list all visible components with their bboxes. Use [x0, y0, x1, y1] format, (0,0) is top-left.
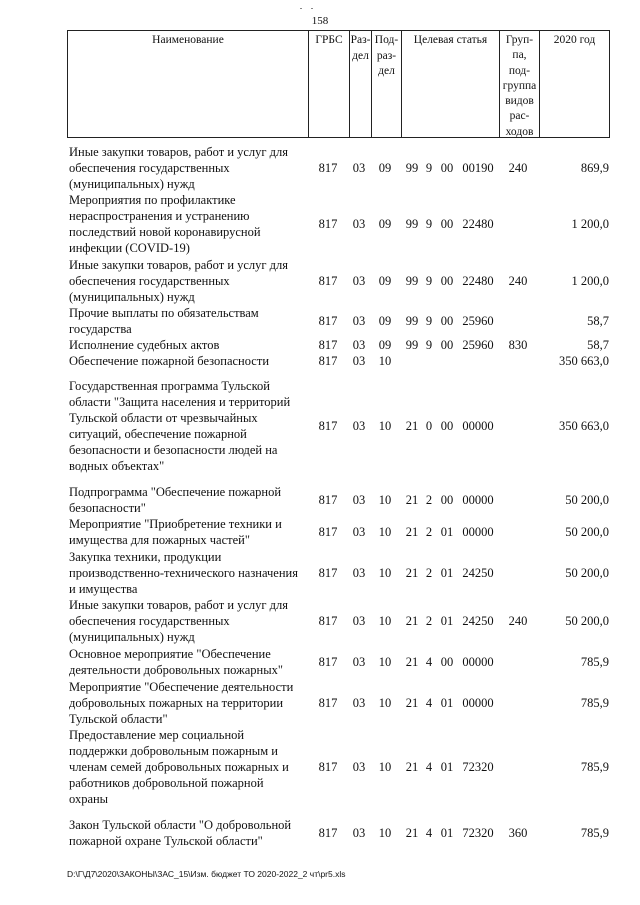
- row-name: Прочие выплаты по обязательствам государства: [69, 306, 259, 336]
- target-program: 21: [405, 525, 419, 539]
- table-row: [0, 484, 640, 516]
- podrazdel-code: 09: [378, 161, 392, 175]
- row-name: Иные закупки товаров, работ и услуг для обеспечения государственных (муниципальных) нужд: [69, 598, 289, 644]
- header-name: Наименование: [152, 34, 224, 46]
- row-name: Закупка техники, продукции производственно-технического назначения и имущества: [69, 550, 298, 596]
- target-direction: 72320: [462, 826, 494, 840]
- target-direction: 24250: [462, 614, 494, 628]
- scan-speck: [311, 8, 313, 9]
- target-event: 01: [440, 614, 454, 628]
- target-event: 01: [440, 525, 454, 539]
- razdel-code: 03: [352, 314, 366, 328]
- target-event: 00: [440, 419, 454, 433]
- podrazdel-code: 09: [378, 314, 392, 328]
- target-program: 99: [405, 338, 419, 352]
- target-program: 21: [405, 826, 419, 840]
- header-group: Груп- па, под- группа видов рас- ходов: [499, 31, 539, 137]
- target-direction: 00000: [462, 525, 494, 539]
- table-row: [0, 257, 640, 305]
- target-program: 99: [405, 161, 419, 175]
- amount-2020: 785,9: [580, 760, 609, 774]
- podrazdel-code: 10: [378, 493, 392, 507]
- amount-2020: 350 663,0: [559, 354, 609, 368]
- grbs-code: 817: [318, 314, 338, 328]
- podrazdel-code: 09: [378, 217, 392, 231]
- razdel-code: 03: [352, 274, 366, 288]
- target-subprogram: 4: [425, 655, 433, 669]
- razdel-code: 03: [352, 338, 366, 352]
- razdel-code: 03: [352, 566, 366, 580]
- table-header: [67, 30, 610, 138]
- grbs-code: 817: [318, 760, 338, 774]
- target-event: 00: [440, 217, 454, 231]
- header-grbs: ГРБС: [308, 31, 349, 137]
- target-direction: 22480: [462, 274, 494, 288]
- podrazdel-code: 10: [378, 655, 392, 669]
- razdel-code: 03: [352, 161, 366, 175]
- amount-2020: 785,9: [580, 696, 609, 710]
- row-name: Обеспечение пожарной безопасности: [69, 354, 270, 368]
- podrazdel-code: 09: [378, 274, 392, 288]
- header-razdel: Раз- дел: [349, 31, 371, 137]
- table-row: [0, 305, 640, 337]
- row-name: Иные закупки товаров, работ и услуг для обеспечения государственных (муниципальных) нужд: [69, 145, 289, 191]
- target-subprogram: 2: [425, 525, 433, 539]
- table-row: [0, 353, 640, 369]
- target-program: 21: [405, 493, 419, 507]
- grbs-code: 817: [318, 826, 338, 840]
- header-year: 2020 год: [539, 31, 609, 137]
- target-subprogram: 2: [425, 566, 433, 580]
- amount-2020: 350 663,0: [559, 419, 609, 433]
- grbs-code: 817: [318, 354, 338, 368]
- target-event: 01: [440, 566, 454, 580]
- target-direction: 00190: [462, 161, 494, 175]
- grbs-code: 817: [318, 614, 338, 628]
- target-program: 21: [405, 419, 419, 433]
- grbs-code: 817: [318, 274, 338, 288]
- razdel-code: 03: [352, 655, 366, 669]
- target-direction: 00000: [462, 493, 494, 507]
- razdel-code: 03: [352, 525, 366, 539]
- podrazdel-code: 10: [378, 419, 392, 433]
- target-subprogram: 9: [425, 274, 433, 288]
- target-event: 00: [440, 314, 454, 328]
- target-event: 01: [440, 826, 454, 840]
- target-direction: 72320: [462, 760, 494, 774]
- grbs-code: 817: [318, 217, 338, 231]
- table-row: [0, 817, 640, 849]
- row-name: Иные закупки товаров, работ и услуг для обеспечения государственных (муниципальных) нужд: [69, 258, 289, 304]
- target-subprogram: 4: [425, 826, 433, 840]
- target-event: 01: [440, 696, 454, 710]
- row-name: Мероприятие "Приобретение техники и имущества для пожарных частей": [69, 517, 282, 547]
- amount-2020: 50 200,0: [565, 493, 609, 507]
- table-row: [0, 378, 640, 474]
- target-subprogram: 9: [425, 217, 433, 231]
- amount-2020: 58,7: [587, 314, 609, 328]
- target-program: 21: [405, 760, 419, 774]
- amount-2020: 785,9: [580, 826, 609, 840]
- target-subprogram: 9: [425, 314, 433, 328]
- target-subprogram: 4: [425, 760, 433, 774]
- target-program: 21: [405, 655, 419, 669]
- razdel-code: 03: [352, 696, 366, 710]
- amount-2020: 785,9: [580, 655, 609, 669]
- target-direction: 00000: [462, 419, 494, 433]
- podrazdel-code: 10: [378, 614, 392, 628]
- amount-2020: 50 200,0: [565, 525, 609, 539]
- target-event: 00: [440, 655, 454, 669]
- target-subprogram: 9: [425, 338, 433, 352]
- amount-2020: 50 200,0: [565, 614, 609, 628]
- header-target: Целевая статья: [401, 31, 499, 137]
- razdel-code: 03: [352, 826, 366, 840]
- row-name: Основное мероприятие "Обеспечение деятельности добровольных пожарных": [69, 647, 283, 677]
- grbs-code: 817: [318, 566, 338, 580]
- razdel-code: 03: [352, 419, 366, 433]
- grbs-code: 817: [318, 655, 338, 669]
- target-subprogram: 2: [425, 493, 433, 507]
- row-name: Государственная программа Тульской области "Защита населения и территорий Тульской области от чрезвычайных ситуаций, обеспечение пожарной безопасности и безопасности людей на водных объектах": [69, 379, 291, 473]
- table-row: [0, 679, 640, 727]
- file-path-footer: D:\Г\Д7\2020\ЗАКОНЫ\ЗАС_15\Изм. бюджет ТО 2020-2022_2 чт\pr5.xls: [67, 869, 346, 879]
- target-subprogram: 4: [425, 696, 433, 710]
- target-direction: 22480: [462, 217, 494, 231]
- grbs-code: 817: [318, 338, 338, 352]
- amount-2020: 1 200,0: [571, 274, 609, 288]
- scan-speck: [300, 8, 302, 9]
- podrazdel-code: 10: [378, 696, 392, 710]
- grbs-code: 817: [318, 493, 338, 507]
- razdel-code: 03: [352, 493, 366, 507]
- table-row: [0, 646, 640, 678]
- target-subprogram: 2: [425, 614, 433, 628]
- target-event: 01: [440, 760, 454, 774]
- grbs-code: 817: [318, 419, 338, 433]
- target-event: 00: [440, 274, 454, 288]
- target-event: 00: [440, 161, 454, 175]
- target-program: 21: [405, 614, 419, 628]
- podrazdel-code: 10: [378, 354, 392, 368]
- expense-type: 240: [508, 614, 528, 628]
- target-program: 21: [405, 566, 419, 580]
- amount-2020: 50 200,0: [565, 566, 609, 580]
- row-name: Закон Тульской области "О добровольной пожарной охране Тульской области": [69, 818, 292, 848]
- expense-type: 240: [508, 161, 528, 175]
- row-name: Мероприятие "Обеспечение деятельности добровольных пожарных на территории Тульской области": [69, 680, 294, 726]
- table-row: [0, 597, 640, 645]
- table-row: [0, 727, 640, 807]
- row-name: Исполнение судебных актов: [69, 338, 220, 352]
- expense-type: 360: [508, 826, 528, 840]
- table-row: [0, 516, 640, 548]
- grbs-code: 817: [318, 161, 338, 175]
- amount-2020: 1 200,0: [571, 217, 609, 231]
- target-program: 99: [405, 217, 419, 231]
- header-podrazdel: Под- раз- дел: [371, 31, 401, 137]
- page-number: 158: [311, 15, 329, 27]
- podrazdel-code: 09: [378, 338, 392, 352]
- target-subprogram: 0: [425, 419, 433, 433]
- razdel-code: 03: [352, 614, 366, 628]
- podrazdel-code: 10: [378, 760, 392, 774]
- grbs-code: 817: [318, 696, 338, 710]
- target-program: 21: [405, 696, 419, 710]
- expense-type: 240: [508, 274, 528, 288]
- target-direction: 25960: [462, 314, 494, 328]
- target-event: 00: [440, 338, 454, 352]
- target-program: 99: [405, 274, 419, 288]
- row-name: Предоставление мер социальной поддержки добровольным пожарным и членам семей добровольных пожарных и работников добровольной пожарной охраны: [69, 728, 289, 806]
- target-direction: 00000: [462, 655, 494, 669]
- table-row: [0, 337, 640, 353]
- table-row: [0, 549, 640, 597]
- expense-type: 830: [508, 338, 528, 352]
- amount-2020: 58,7: [587, 338, 609, 352]
- target-direction: 24250: [462, 566, 494, 580]
- razdel-code: 03: [352, 760, 366, 774]
- grbs-code: 817: [318, 525, 338, 539]
- podrazdel-code: 10: [378, 826, 392, 840]
- target-direction: 00000: [462, 696, 494, 710]
- target-event: 00: [440, 493, 454, 507]
- razdel-code: 03: [352, 217, 366, 231]
- podrazdel-code: 10: [378, 566, 392, 580]
- target-subprogram: 9: [425, 161, 433, 175]
- target-direction: 25960: [462, 338, 494, 352]
- amount-2020: 869,9: [580, 161, 609, 175]
- row-name: Подпрограмма "Обеспечение пожарной безопасности": [69, 485, 282, 515]
- target-program: 99: [405, 314, 419, 328]
- podrazdel-code: 10: [378, 525, 392, 539]
- razdel-code: 03: [352, 354, 366, 368]
- table-row: [0, 192, 640, 256]
- row-name: Мероприятия по профилактике нераспространения и устранению последствий новой коронавирусной инфекции (COVID-19): [69, 193, 261, 255]
- table-row: [0, 144, 640, 192]
